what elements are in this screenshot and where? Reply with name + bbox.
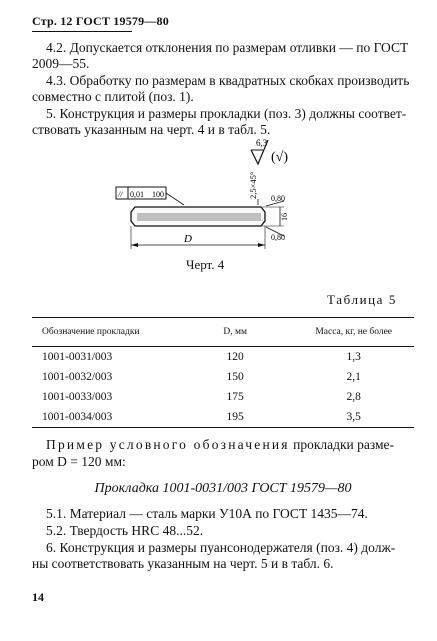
table-row [32,387,414,407]
tolerance-leader [166,193,184,205]
col-diameter-header: D, мм [177,318,293,347]
cell-mass: 1,3 [346,351,361,363]
cell-mass: 2,1 [346,371,361,383]
cell-mass: 3,5 [293,407,414,428]
cell-designation: 1001-0032/003 [42,371,113,383]
table-caption: Таблица 5 [327,292,397,307]
table-row [32,347,414,368]
table-header-row [32,318,414,347]
para-4-3-line2: совместно с плитой (поз. 1). [32,89,194,104]
surface-roughness-top: 0,80 [271,194,285,203]
col-mass-header: Масса, кг, не более [293,318,414,347]
example-line2: ром D = 120 мм: [32,454,126,469]
diam-dim-value: D [184,233,192,245]
tolerance-base: 100 [152,190,164,199]
roughness-extra: (√) [271,150,289,165]
chamfer-label: 2,5×45° [248,171,258,199]
section-6-line2: ны соответствовать указанным на черт. 5 и в табл. 6. [32,556,334,571]
height-dim-value: 16 [280,213,289,221]
cell-diameter: 175 [226,391,244,403]
diam-arrow-left [131,243,138,247]
figure-caption: Черт. 4 [186,257,225,272]
cell-diameter: 195 [177,407,293,428]
para-5-line2: ствовать указанным на черт. 4 и в табл. 5. [32,122,271,137]
page-number: 14 [32,590,44,604]
gasket-drawing [0,0,437,300]
tolerance-symbol: // [118,190,123,199]
section-5-1: 5.1. Материал — сталь марки У10А по ГОСТ 1435—74. [46,506,368,521]
para-4-2-line1: 4.2. Допускается отклонения по размерам отливки — по ГОСТ [46,40,409,55]
cell-diameter: 150 [226,371,244,383]
para-5-line1: 5. Конструкция и размеры прокладки (поз. 3) должны соответ- [46,106,407,121]
tolerance-value: 0,01 [130,190,144,199]
gasket-outline [131,207,265,226]
table-row [32,367,414,387]
gasket-table [32,317,414,428]
example-rest-text: прокладки разме- [289,437,395,452]
surface-roughness-bottom: 0,80 [271,233,285,242]
roughness-value: 6,3 [256,138,268,148]
page-header: Стр. 12 ГОСТ 19579—80 [32,14,169,28]
para-4-3-line1: 4.3. Обработку по размерам в квадратных скобках производить [46,73,410,88]
diam-arrow-right [258,243,265,247]
example-designation: Прокладка 1001-0031/003 ГОСТ 19579—80 [94,481,352,496]
para-4-2-line2: 2009—55. [32,56,90,71]
cell-mass: 2,8 [346,391,361,403]
section-5-2: 5.2. Твердость HRC 48...52. [46,523,204,538]
section-6-line1: 6. Конструкция и размеры пуансонодержателя (поз. 4) долж- [46,540,396,555]
example-line1 [46,437,394,453]
col-designation-header: Обозначение прокладки [32,318,177,347]
example-spaced-text: Пример условного обозначения [46,437,290,452]
cell-diameter: 120 [226,351,244,363]
table-row [32,407,414,428]
cell-designation: 1001-0034/003 [32,407,177,428]
cell-designation: 1001-0031/003 [42,351,113,363]
cell-designation: 1001-0033/003 [42,391,113,403]
